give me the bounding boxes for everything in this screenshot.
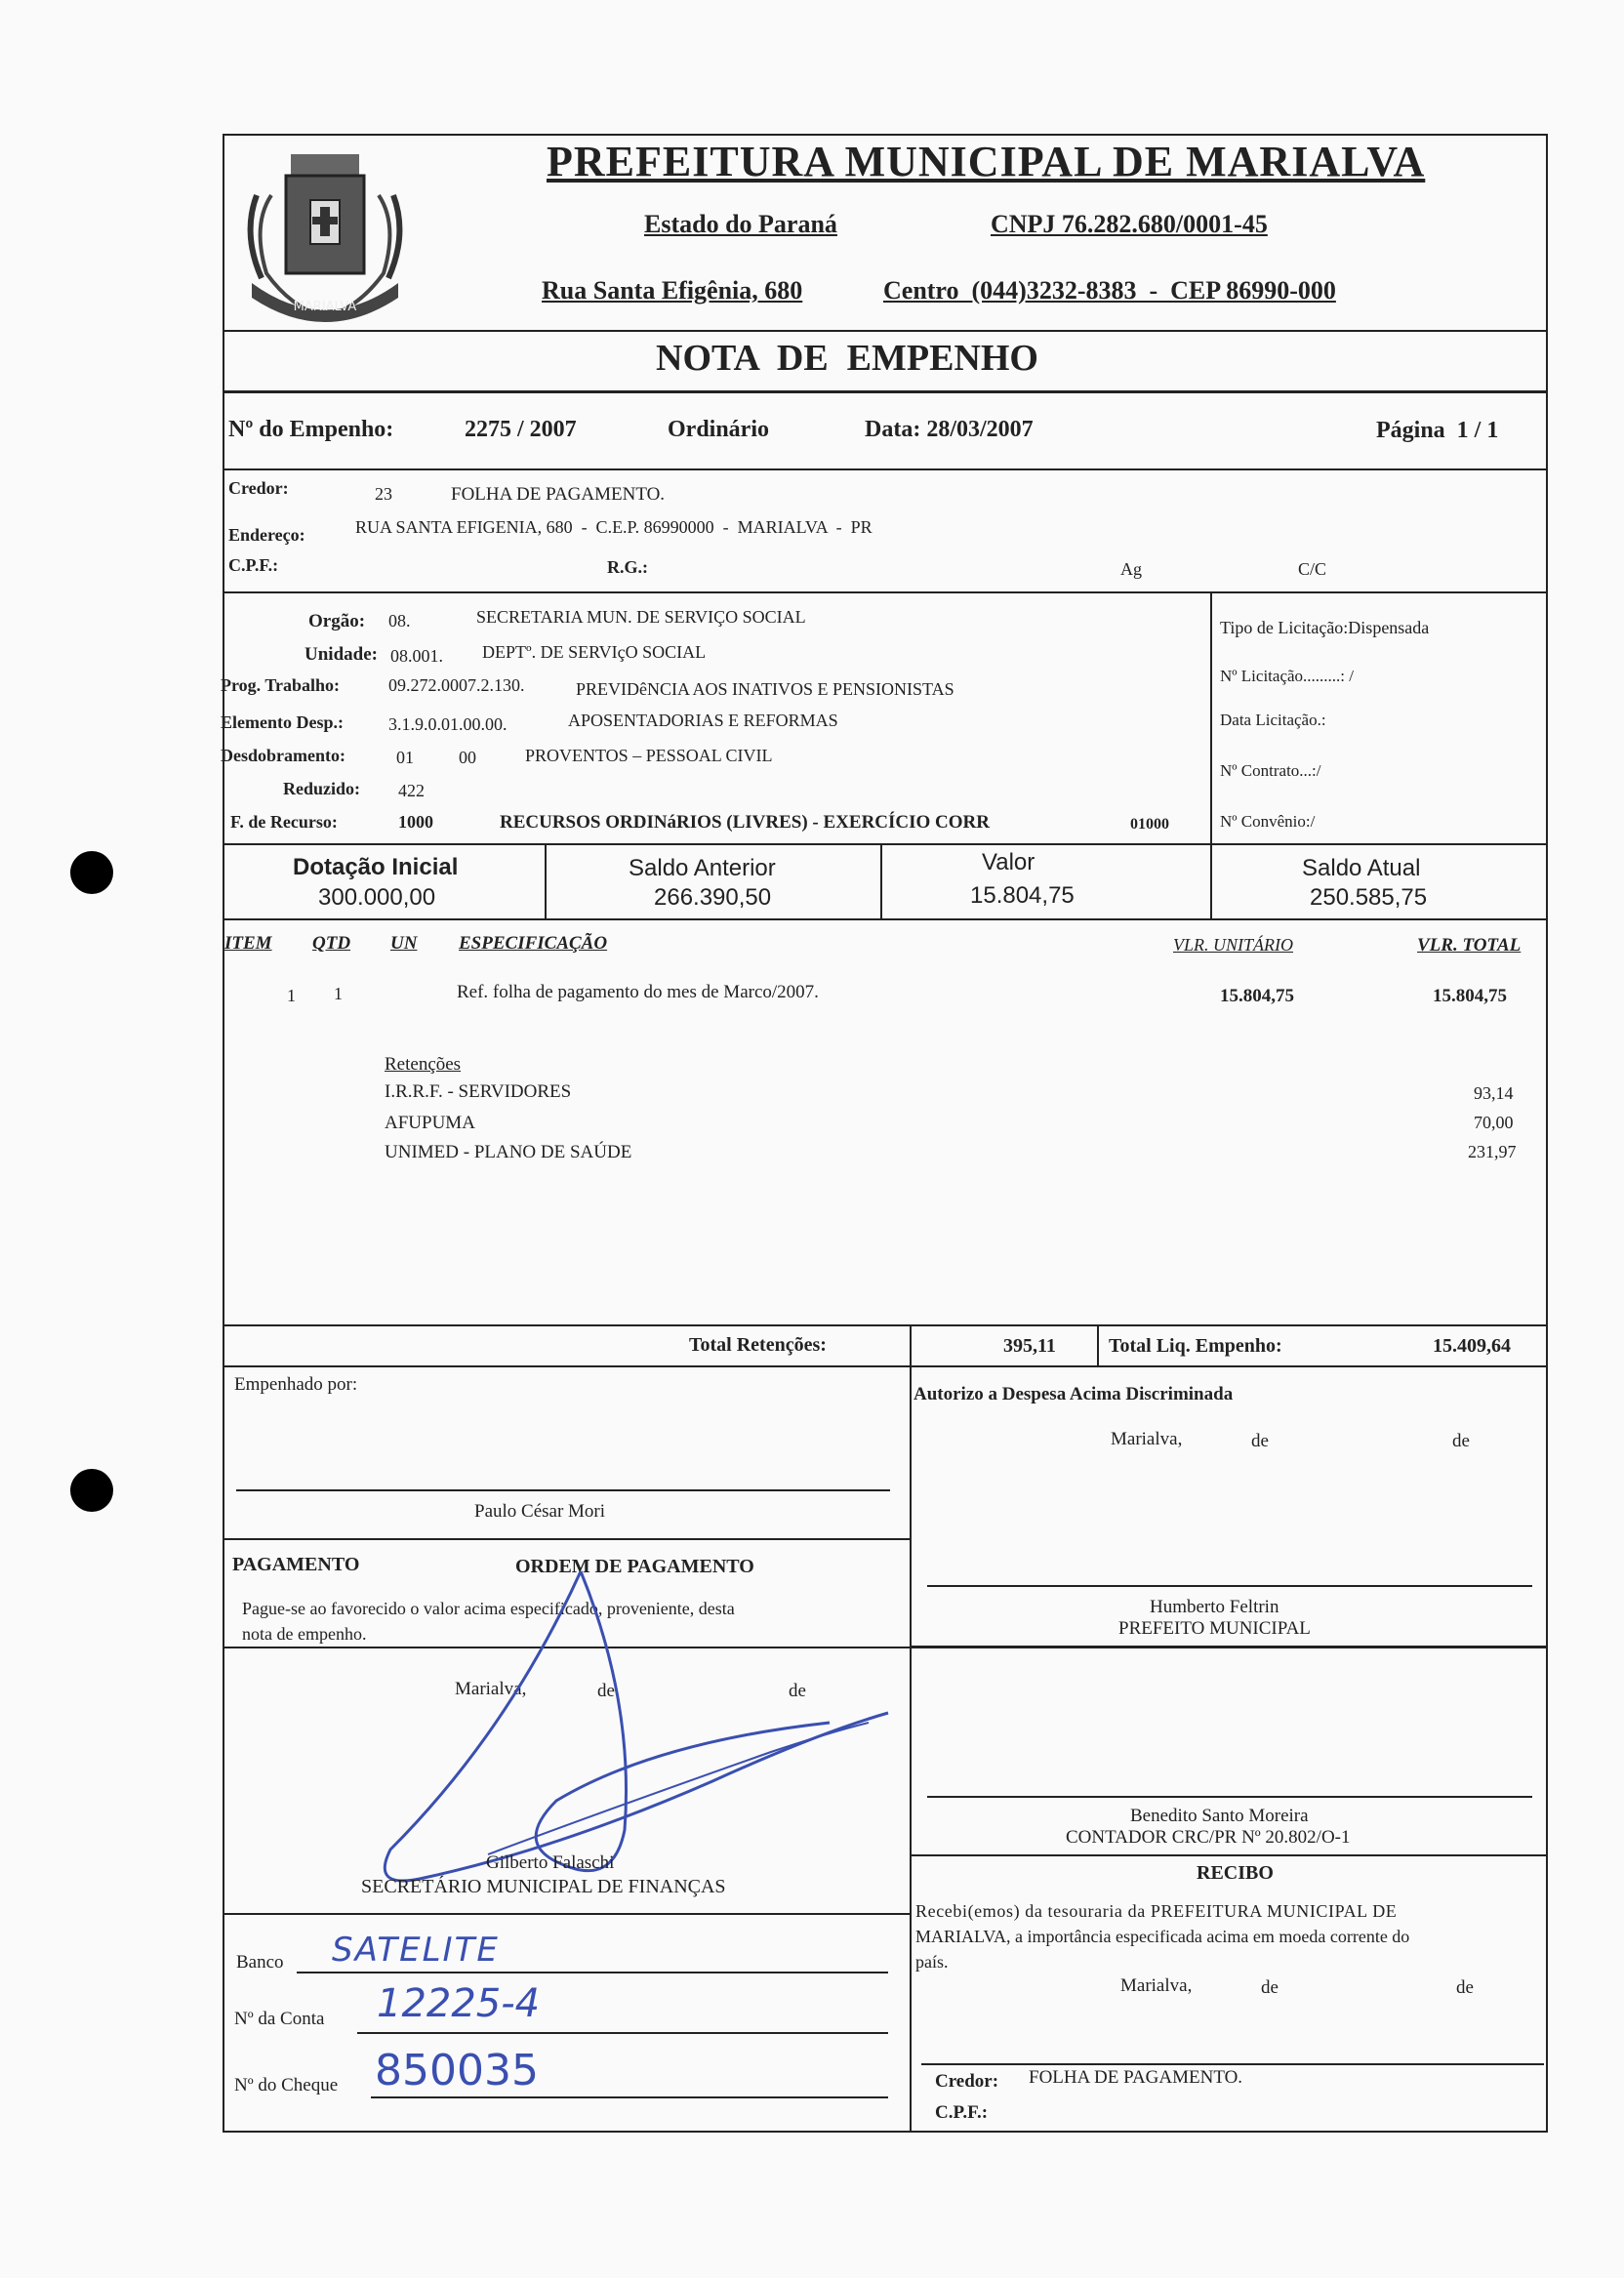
- conta-label: Nº da Conta: [234, 2009, 325, 2029]
- credor-ag-label: Ag: [1120, 559, 1142, 579]
- empenho-number: 2275 / 2007: [465, 417, 577, 442]
- unidade-code: 08.001.: [390, 646, 443, 666]
- retencao-value: 93,14: [1474, 1083, 1514, 1103]
- secretario-name: Gilberto Falaschi: [486, 1852, 615, 1873]
- pagamento-city: Marialva,: [455, 1679, 527, 1699]
- elemento-code: 3.1.9.0.01.00.00.: [388, 714, 508, 734]
- dotacao-label: Dotação Inicial: [293, 854, 459, 880]
- autorizo-de2: de: [1452, 1431, 1470, 1451]
- autorizo-city: Marialva,: [1111, 1429, 1183, 1449]
- orgao-code: 08.: [388, 611, 411, 631]
- header-cnpj: CNPJ 76.282.680/0001-45: [991, 210, 1268, 238]
- licitacao-tipo: Tipo de Licitação:Dispensada: [1220, 618, 1430, 637]
- empenho-label: Nº do Empenho:: [228, 417, 394, 442]
- autorizo-de1: de: [1251, 1431, 1269, 1451]
- anterior-label: Saldo Anterior: [629, 855, 776, 881]
- elemento-label: Elemento Desp.:: [221, 712, 344, 732]
- banco-label: Banco: [236, 1952, 284, 1973]
- seal-text: MARIALVA: [293, 300, 357, 314]
- recibo-cpf-label: C.P.F.:: [935, 2102, 989, 2123]
- col-item: ITEM: [224, 933, 272, 954]
- header-state: Estado do Paraná: [644, 210, 837, 238]
- licitacao-contrato: Nº Contrato...:/: [1220, 761, 1321, 780]
- reduzido-value: 422: [398, 781, 425, 800]
- pagamento-title: PAGAMENTO: [232, 1554, 360, 1575]
- header-title: PREFEITURA MUNICIPAL DE MARIALVA: [547, 138, 1426, 185]
- item-number: 1: [287, 986, 296, 1005]
- credor-rg-label: R.G.:: [607, 557, 648, 577]
- item-qtd: 1: [334, 984, 343, 1003]
- retencoes-title: Retenções: [385, 1054, 462, 1075]
- recibo-de2: de: [1456, 1977, 1474, 1998]
- credor-code: 23: [375, 484, 392, 504]
- ordem-pagamento-title: ORDEM DE PAGAMENTO: [515, 1556, 754, 1577]
- col-un: UN: [390, 933, 418, 954]
- recurso-desc: RECURSOS ORDINáRIOS (LIVRES) - EXERCÍCIO CORR: [500, 812, 990, 833]
- contador-role: CONTADOR CRC/PR Nº 20.802/O-1: [1066, 1827, 1351, 1848]
- conta-value: 12225-4: [377, 1981, 541, 2026]
- item-total: 15.804,75: [1433, 986, 1507, 1006]
- prog-code: 09.272.0007.2.130.: [388, 675, 525, 695]
- desdob-desc: PROVENTOS – PESSOAL CIVIL: [525, 746, 773, 765]
- recurso-label: F. de Recurso:: [230, 812, 338, 832]
- secretario-role: SECRETÁRIO MUNICIPAL DE FINANÇAS: [361, 1876, 726, 1897]
- recibo-credor-value: FOLHA DE PAGAMENTO.: [1029, 2067, 1243, 2088]
- credor-cpf-label: C.P.F.:: [228, 555, 279, 575]
- recibo-de1: de: [1261, 1977, 1279, 1998]
- cheque-label: Nº do Cheque: [234, 2075, 339, 2095]
- recibo-text: MARIALVA, a importância especificada acima em moeda corrente do: [915, 1927, 1410, 1946]
- credor-cc-label: C/C: [1298, 559, 1327, 579]
- pagamento-text: nota de empenho.: [242, 1624, 367, 1644]
- punch-hole: [70, 851, 113, 894]
- recurso-code2: 01000: [1130, 816, 1169, 833]
- credor-label: Credor:: [228, 478, 289, 498]
- punch-hole: [70, 1469, 113, 1512]
- licitacao-data: Data Licitação.:: [1220, 711, 1326, 729]
- desdob-label: Desdobramento:: [221, 746, 345, 765]
- retencao-name: I.R.R.F. - SERVIDORES: [385, 1081, 572, 1102]
- credor-address: RUA SANTA EFIGENIA, 680 - C.E.P. 86990000 - MARIALVA - PR: [355, 517, 873, 537]
- recibo-city: Marialva,: [1120, 1975, 1193, 1996]
- item-spec: Ref. folha de pagamento do mes de Marco/2007.: [457, 982, 819, 1002]
- banco-value: SATELITE: [332, 1931, 500, 1970]
- unidade-label: Unidade:: [304, 644, 378, 665]
- contador-name: Benedito Santo Moreira: [1130, 1806, 1309, 1826]
- col-spec: ESPECIFICAÇÃO: [459, 933, 608, 954]
- orgao-desc: SECRETARIA MUN. DE SERVIÇO SOCIAL: [476, 607, 806, 627]
- credor-address-label: Endereço:: [228, 525, 305, 545]
- empenho-date: Data: 28/03/2007: [865, 417, 1034, 442]
- reduzido-label: Reduzido:: [283, 779, 361, 798]
- anterior-value: 266.390,50: [654, 884, 772, 911]
- pagamento-de1: de: [597, 1681, 615, 1701]
- retencao-value: 231,97: [1468, 1142, 1517, 1161]
- empenhado-label: Empenhado por:: [234, 1374, 358, 1395]
- empenho-page: Página 1 / 1: [1376, 418, 1499, 443]
- total-retencoes-value: 395,11: [1003, 1335, 1056, 1357]
- valor-value: 15.804,75: [970, 882, 1075, 909]
- unidade-desc: DEPTº. DE SERVIçO SOCIAL: [482, 642, 707, 662]
- col-qtd: QTD: [312, 933, 351, 954]
- credor-name: FOLHA DE PAGAMENTO.: [451, 484, 666, 505]
- empenhado-name: Paulo César Mori: [474, 1501, 606, 1522]
- empenho-type: Ordinário: [668, 417, 770, 442]
- dotacao-value: 300.000,00: [318, 884, 436, 911]
- autorizo-label: Autorizo a Despesa Acima Discriminada: [914, 1384, 1234, 1404]
- recibo-text: país.: [915, 1952, 949, 1972]
- atual-label: Saldo Atual: [1302, 855, 1421, 881]
- total-retencoes-label: Total Retenções:: [689, 1334, 827, 1356]
- retencao-value: 70,00: [1474, 1113, 1514, 1132]
- col-unit: VLR. UNITÁRIO: [1173, 935, 1293, 955]
- total-liq-value: 15.409,64: [1433, 1335, 1511, 1357]
- prefeito-role: PREFEITO MUNICIPAL: [1118, 1618, 1311, 1639]
- pagamento-text: Pague-se ao favorecido o valor acima especificado, proveniente, desta: [242, 1599, 735, 1618]
- cheque-value: 850035: [375, 2046, 539, 2095]
- retencao-name: AFUPUMA: [385, 1113, 475, 1133]
- item-unit: 15.804,75: [1220, 986, 1294, 1006]
- desdob-b: 00: [459, 748, 476, 767]
- total-liq-label: Total Liq. Empenho:: [1109, 1335, 1282, 1357]
- col-total: VLR. TOTAL: [1417, 935, 1522, 956]
- desdob-a: 01: [396, 748, 414, 767]
- prog-desc: PREVIDêNCIA AOS INATIVOS E PENSIONISTAS: [576, 679, 954, 699]
- elemento-desc: APOSENTADORIAS E REFORMAS: [568, 711, 838, 730]
- signature-line: [236, 1489, 890, 1491]
- doc-title: NOTA DE EMPENHO: [656, 338, 1038, 379]
- atual-value: 250.585,75: [1310, 884, 1428, 911]
- municipal-seal-icon: [232, 137, 418, 332]
- pagamento-de2: de: [789, 1681, 806, 1701]
- prog-label: Prog. Trabalho:: [221, 675, 341, 695]
- header-address: Rua Santa Efigênia, 680: [542, 276, 803, 305]
- recibo-credor-label: Credor:: [935, 2071, 999, 2092]
- header-contact: Centro (044)3232-8383 - CEP 86990-000: [883, 276, 1336, 305]
- lower-frame: [223, 1645, 1548, 2133]
- orgao-label: Orgão:: [308, 611, 366, 631]
- licitacao-convenio: Nº Convênio:/: [1220, 812, 1316, 831]
- recibo-text: Recebi(emos) da tesouraria da PREFEITURA MUNICIPAL DE: [915, 1901, 1398, 1921]
- recurso-code: 1000: [398, 812, 433, 832]
- licitacao-numero: Nº Licitação.........: /: [1220, 667, 1354, 685]
- recibo-title: RECIBO: [1197, 1862, 1274, 1884]
- prefeito-name: Humberto Feltrin: [1150, 1597, 1279, 1617]
- valor-label: Valor: [982, 849, 1035, 875]
- signature-line: [927, 1585, 1532, 1587]
- retencao-name: UNIMED - PLANO DE SAÚDE: [385, 1142, 632, 1162]
